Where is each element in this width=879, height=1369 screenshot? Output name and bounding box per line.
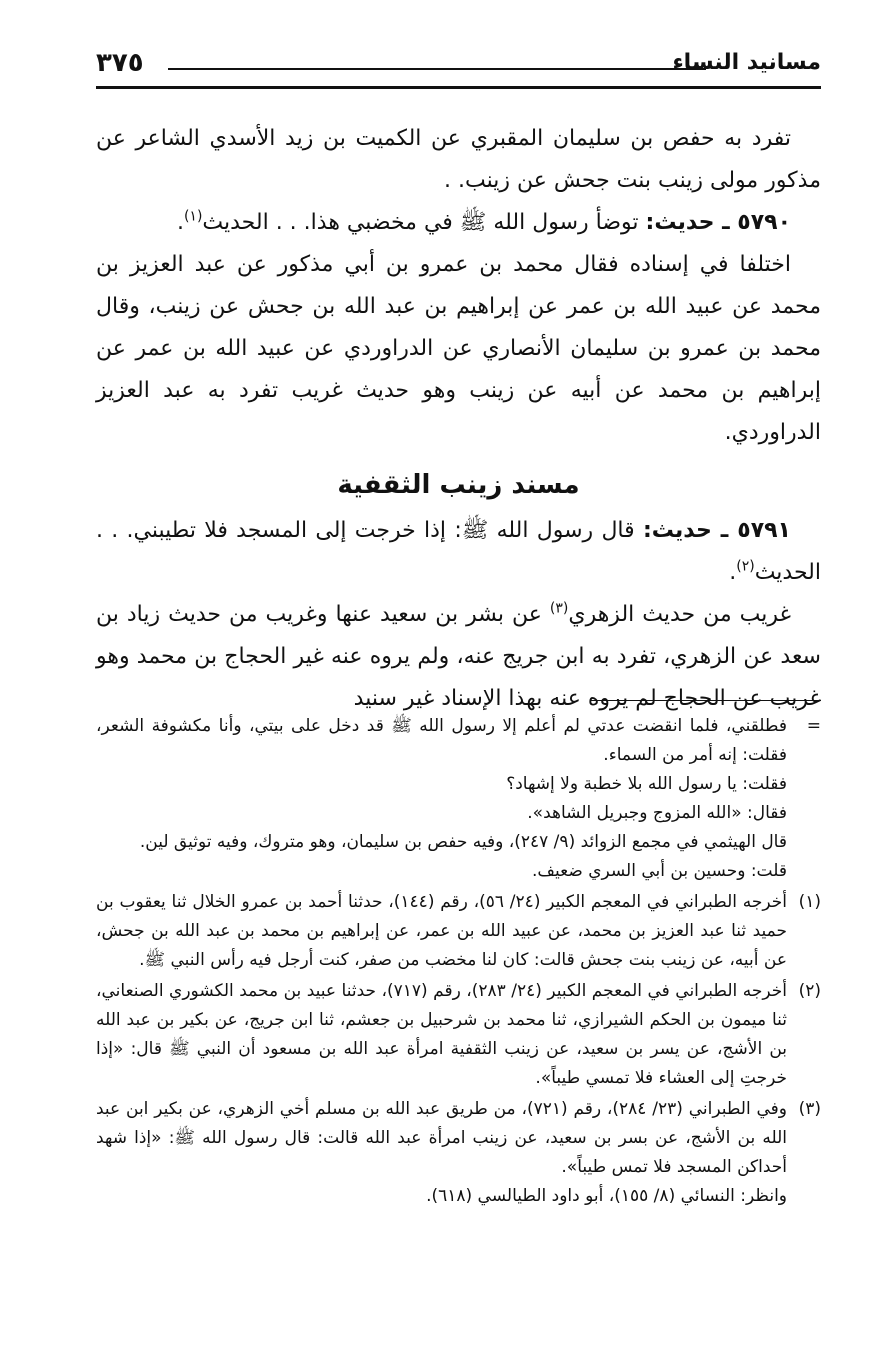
hadith-5790 xyxy=(96,202,821,244)
hadith-5791 xyxy=(96,510,821,594)
running-title: مسانيد النساء xyxy=(672,50,821,75)
footnote-body xyxy=(96,712,787,886)
footnote-body xyxy=(96,1095,787,1211)
period: . xyxy=(729,560,737,585)
hadith-number: ٥٧٩٠ ـ حديث: xyxy=(645,210,791,235)
hadith-number: ٥٧٩١ ـ حديث: xyxy=(642,518,791,543)
footnote-2 xyxy=(96,977,821,1093)
main-text xyxy=(96,118,821,720)
hadith-text: توضأ رسول الله ﷺ في مخضبي هذا. . . الحديث xyxy=(202,210,639,235)
paragraph-3 xyxy=(96,594,821,720)
hadith-text: قال رسول الله ﷺ: إذا خرجت إلى المسجد فلا تطيبني. . . الحديث xyxy=(96,518,821,585)
footnote-ref-3: (٣) xyxy=(549,600,569,617)
header-underline xyxy=(96,86,821,89)
footnote-line: وفي الطبراني (٢٣/ ٢٨٤)، رقم (٧٢١)، من طريق عبد الله بن مسلم أخي الزهري، عن بكير ابن عبد الله بن الأشج، عن بسر بن سعيد، عن زينب امرأة عبد الله قالت: قال رسول الله ﷺ: «إذا شهد أحداكن المسجد فلا تمس طيباً». xyxy=(96,1099,787,1177)
footnote-line: قال الهيثمي في مجمع الزوائد (٩/ ٢٤٧)، وفيه حفص بن سليمان، وهو متروك، وفيه توثيق لين. xyxy=(139,832,787,852)
footnote-line: وانظر: النسائي (٨/ ١٥٥)، أبو داود الطيالسي (٦١٨). xyxy=(426,1186,787,1206)
footnotes xyxy=(96,710,821,1211)
page-number: ٣٧٥ xyxy=(96,48,144,78)
paragraph-3-start: غريب من حديث الزهري xyxy=(568,602,791,627)
footnote-line: أخرجه الطبراني في المعجم الكبير (٢٤/ ٢٨٣)، رقم (٧١٧)، حدثنا عبيد بن محمد الكشوري الصنعاني، ثنا ميمون بن الحكم الشيرازي، ثنا محمد بن شرحبيل بن جعشم، ثنا ابن جريج، عن بكير بن عبد الله بن الأشج، عن يسر بن سعيد، عن زينب الثقفية امرأة عبد الله بن مسعود أن النبي ﷺ قال: «إذا خرجتِ إلى العشاء فلا تمسي طيباً». xyxy=(96,981,787,1088)
paragraph-3-rest: عن بشر بن سعيد عنها وغريب من حديث زياد بن سعد عن الزهري، تفرد به ابن جريج عنه، ولم يروه عنه غير الحجاج بن محمد وهو غريب عن الحجاج لم يروه عنه بهذا الإسناد غير سنيد xyxy=(96,602,821,711)
footnote-line: أخرجه الطبراني في المعجم الكبير (٢٤/ ٥٦)، رقم (١٤٤)، حدثنا أحمد بن عمرو الخلال ثنا يعقوب بن حميد ثنا عبد العزيز بن محمد، عن عبيد الله بن عمر، عن إبراهيم بن محمد بن عبد الله بن جحش، عن أبيه، عن زينب بنت جحش قالت: كان لنا مخضب من صفر، كنت أرجل فيه رأس النبي ﷺ. xyxy=(96,892,787,970)
footnote-line: فقال: «الله المزوج وجبريل الشاهد». xyxy=(527,803,787,823)
continuation-mark: = xyxy=(806,716,821,736)
footnote-body xyxy=(96,977,787,1093)
footnote-number: (١) xyxy=(798,892,821,912)
section-heading: مسند زينب الثقفية xyxy=(337,470,580,500)
footnote-ref-2: (٢) xyxy=(736,558,755,575)
footnote-number: (٣) xyxy=(798,1099,821,1119)
footnote-number: (٢) xyxy=(798,981,821,1001)
footnote-body xyxy=(96,888,787,975)
header-rule xyxy=(168,68,706,70)
paragraph-1: تفرد به حفص بن سليمان المقبري عن الكميت بن زيد الأسدي الشاعر عن مذكور مولى زينب بنت جحش عن زينب. . xyxy=(96,126,821,193)
footnote-ref-1: (١) xyxy=(183,208,203,225)
footnote-line: قلت: وحسين بن أبي السري ضعيف. xyxy=(532,861,787,881)
page-header xyxy=(96,42,821,82)
period: . xyxy=(176,210,184,235)
paragraph-2: اختلفا في إسناده فقال محمد بن عمرو بن أبي مذكور عن عبد العزيز بن محمد عن عبيد الله بن عمر عن إبراهيم بن عبد الله بن جحش عن زينب، وقال محمد بن عمرو بن سليمان الأنصاري عن الدراوردي عن عبيد الله بن عمر عن إبراهيم بن محمد عن أبيه عن زينب وهو حديث غريب تفرد به عبد العزيز الدراوردي. xyxy=(96,252,821,445)
footnote-3 xyxy=(96,1095,821,1211)
footnote-separator xyxy=(591,700,821,701)
footnote-line: فطلقني، فلما انقضت عدتي لم أعلم إلا رسول الله ﷺ قد دخل على بيتي، وأنا مكشوفة الشعر، فقلت: إنه أمر من السماء. xyxy=(96,716,787,765)
footnote-line: فقلت: يا رسول الله بلا خطبة ولا إشهاد؟ xyxy=(506,774,787,794)
footnote-continuation xyxy=(96,712,821,886)
footnote-1 xyxy=(96,888,821,975)
